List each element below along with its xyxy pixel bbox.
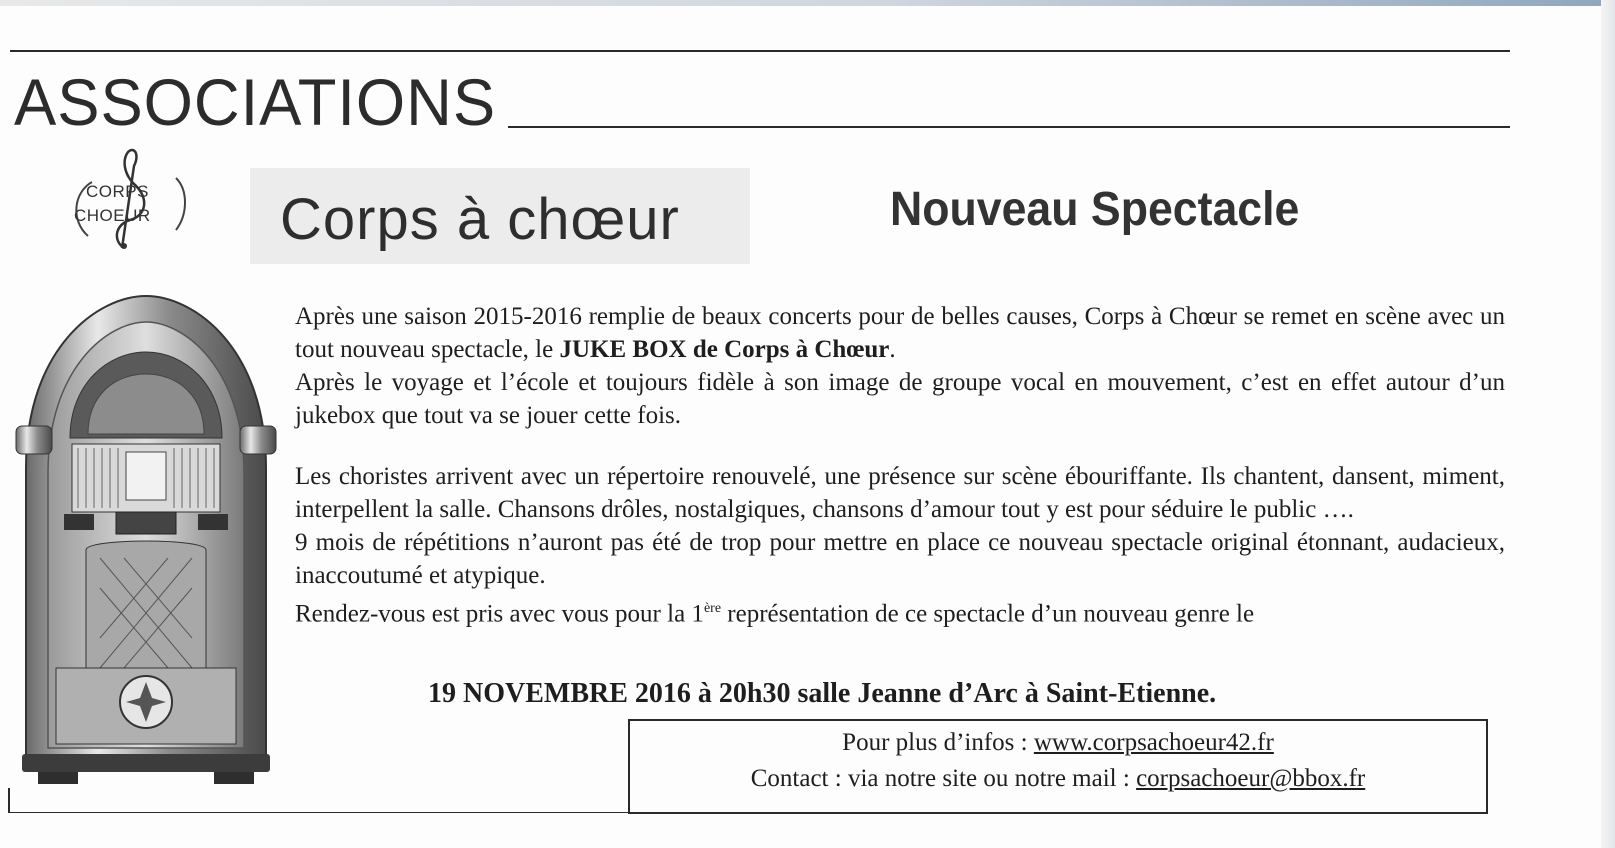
info-line-1 [630,725,1486,761]
scan-right-edge [1601,0,1615,848]
choir-name: Corps à chœur [280,187,680,252]
body-text-2: 9 mois de répétitions n’auront pas été de trop pour mettre en place ce nouveau spectacle original étonnant, audacieux, inaccoutumé et atypique. [295,529,1505,589]
show-title: JUKE BOX de Corps à Chœur [559,336,890,363]
intro-paragraph [295,300,1505,432]
corps-choeur-logo [64,144,204,252]
email-link[interactable]: corpsachoeur@bbox.fr [1136,765,1366,792]
headline: Nouveau Spectacle [890,183,1300,236]
intro-text-2: . [889,336,896,363]
bottom-left-rule [8,812,628,813]
top-rule [10,50,1510,52]
bottom-left-tick [8,788,10,812]
event-date-location: 19 NOVEMBRE 2016 à 20h30 salle Jeanne d’Arc à Saint-Etienne. [428,678,1217,709]
logo-line-1: CORPS [86,182,149,201]
body-paragraph [295,460,1505,630]
logo-line-2: CHOEUR [74,206,151,225]
intro-text-3: Après le voyage et l’école et toujours fidèle à son image de groupe vocal en mouvement, c’est en effet autour d’un jukebox que tout va se jouer cette fois. [295,369,1505,429]
section-title: ASSOCIATIONS [14,65,497,139]
body-text-3: Rendez-vous est pris avec vous pour la 1 [295,600,704,628]
intro-text-1: Après une saison 2015-2016 remplie de beaux concerts pour de belles causes, Corps à Chœur se remet en scène avec un tout nouveau spectacle, le [295,303,1505,363]
info-label: Pour plus d’infos : [842,729,1034,756]
ordinal-superscript: ère [703,601,722,616]
info-line-2 [630,761,1486,797]
jukebox-illustration [8,288,284,788]
contact-label: Contact : via notre site ou notre mail : [750,765,1137,792]
body-text-1: Les choristes arrivent avec un répertoire renouvelé, une présence sur scène ébouriffante. Ils chantent, dansent, miment, interpellent la salle. Chansons drôles, nostalgiques, chansons d’amour tout y est pour séduire le public …. [295,463,1505,523]
scan-top-edge [0,0,1615,6]
info-box [628,719,1488,814]
website-link[interactable]: www.corpsachoeur42.fr [1033,729,1274,756]
body-text-4: représentation de ce spectacle d’un nouveau genre le [721,600,1255,628]
title-rule [508,126,1510,128]
